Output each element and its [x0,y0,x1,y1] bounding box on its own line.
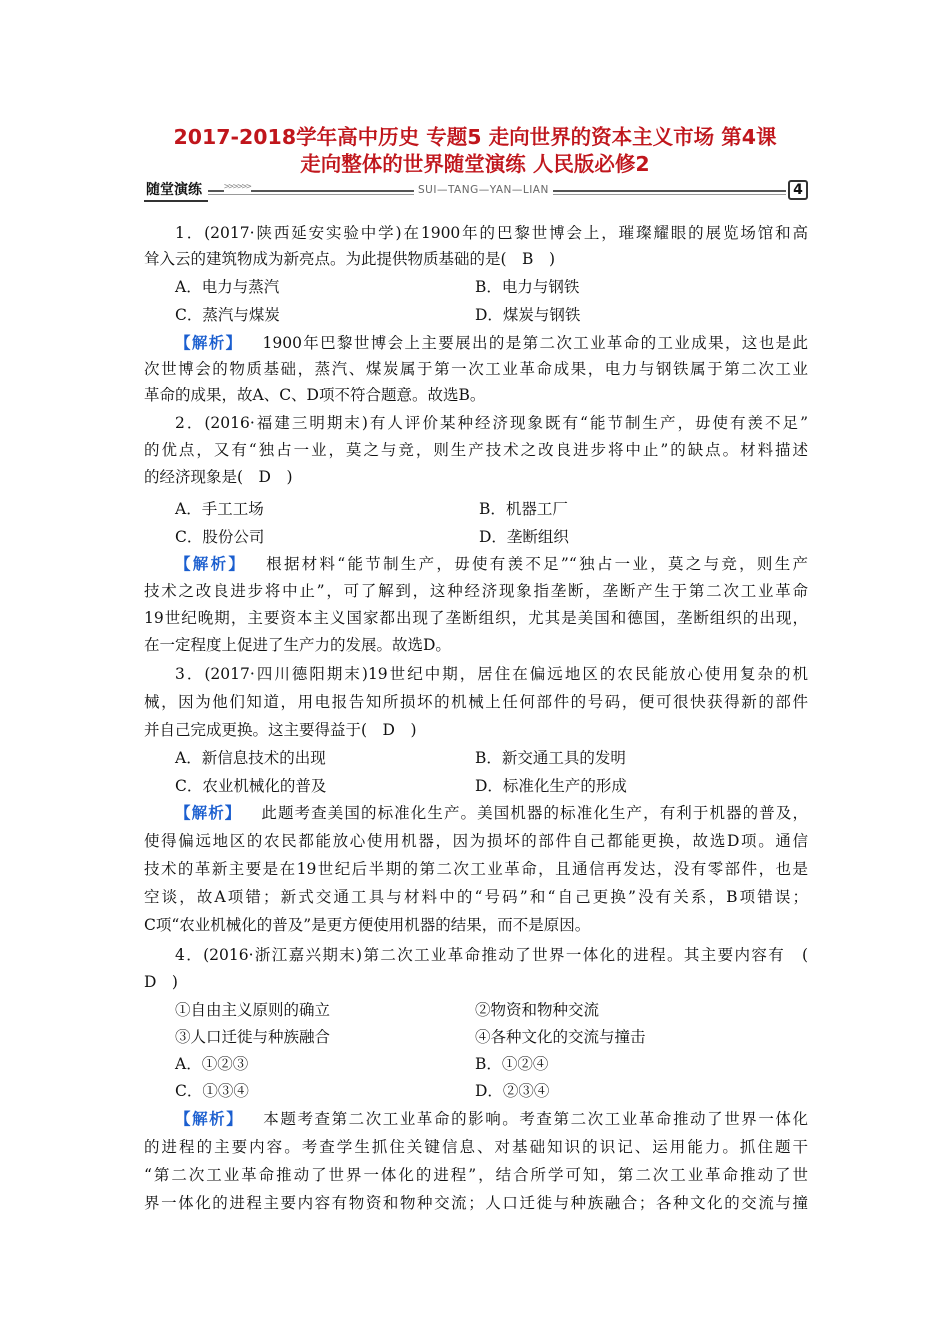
question-4-analysis-line: 界一体化的进程主要内容有物资和物种交流；人口迁徙与种族融合；各种文化的交流与撞 [144,1194,808,1212]
section-banner [144,180,808,202]
analysis-label: 【解析】 [175,803,242,822]
document-title-line-2: 走向整体的世界随堂演练 人民版必修2 [300,152,650,176]
question-4-option: D．②③④ [475,1082,550,1100]
question-2-stem-line: 的经济现象是( D ) [144,468,293,486]
question-3-stem-line: 并自己完成更换。这主要得益于( D ) [144,721,417,739]
question-2-stem-line: 的优点，又有“独占一业，莫之与竞，则生产技术之改良进步将中止”的缺点。材料描述 [144,441,808,459]
question-3-option: C．农业机械化的普及 [175,777,327,795]
question-4-stem-line: D ) [144,973,178,991]
analysis-text: 1900年巴黎世博会上主要展出的是第二次工业革命的工业成果，这也是此 [262,334,808,352]
question-1-option: C．蒸汽与煤炭 [175,306,280,324]
question-3-analysis-line: 使得偏远地区的农民都能放心使用机器，因为损坏的部件自己都能更换，故选D项。通信 [144,832,808,850]
question-2-option: A．手工工场 [175,500,264,518]
analysis-label: 【解析】 [175,1109,244,1128]
question-3-option: B．新交通工具的发明 [475,749,626,767]
question-4-analysis-line [144,1106,808,1132]
question-4-option: A．①②③ [175,1055,249,1073]
banner-arrows: >>>>>> [224,182,251,192]
question-1-analysis-line: 次世博会的物质基础，蒸汽、煤炭属于第一次工业革命成果，电力与钢铁属于第二次工业 [144,360,808,378]
question-2-analysis-line [144,551,808,577]
question-2-analysis-line: 19世纪晚期，主要资本主义国家都出现了垄断组织，尤其是美国和德国，垄断组织的出现， [144,609,808,627]
question-3-stem-line: 械，因为他们知道，用电报告知所损坏的机械上任何部件的号码，便可很快获得新的部件 [144,693,808,711]
question-4-item: ③人口迁徙与种族融合 [175,1028,331,1046]
question-1-option: D．煤炭与钢铁 [475,306,581,324]
question-1-option: B．电力与钢铁 [475,278,580,296]
question-3-analysis-line: 技术的革新主要是在19世纪后半期的第二次工业革命，且通信再发达，没有零部件，也是 [144,860,808,878]
question-1-option: A．电力与蒸汽 [175,278,280,296]
question-2-option: D．垄断组织 [479,528,569,546]
question-2-stem-line: 2．(2016·福建三明期末)有人评价某种经济现象既有“能节制生产，毋使有羡不足” [175,414,808,432]
analysis-label: 【解析】 [175,554,247,573]
analysis-text: 根据材料“能节制生产，毋使有羡不足”“独占一业，莫之与竞，则生产 [266,555,808,573]
question-2-option: B．机器工厂 [479,500,568,518]
question-3-analysis-line: 空谈，故A项错；新式交通工具与材料中的“号码”和“自己更换”没有关系，B项错误； [144,888,808,906]
document-title-line-1: 2017-2018学年高中历史 专题5 走向世界的资本主义市场 第4课 [173,125,777,149]
question-4-item: ④各种文化的交流与撞击 [475,1028,646,1046]
analysis-label: 【解析】 [175,333,243,352]
question-3-stem-line: 3．(2017·四川德阳期末)19世纪中期，居住在偏远地区的农民能放心使用复杂的机 [175,665,808,683]
banner-number-badge: 4 [788,180,808,200]
question-1-stem-line: 耸入云的建筑物成为新亮点。为此提供物质基础的是( B ) [144,250,555,268]
question-4-item: ②物资和物种交流 [475,1001,600,1019]
question-2-analysis-line: 技术之改良进步将中止”，可了解到，这种经济现象指垄断，垄断产生于第二次工业革命 [144,582,808,600]
question-4-option: C．①③④ [175,1082,249,1100]
analysis-text: 此题考查美国的标准化生产。美国机器的标准化生产，有利于机器的普及， [261,804,808,822]
question-1-analysis-line: 革命的成果，故A、C、D项不符合题意。故选B。 [144,386,486,404]
question-3-option: A．新信息技术的出现 [175,749,326,767]
question-1-stem-line: 1．(2017·陕西延安实验中学)在1900年的巴黎世博会上，璀璨耀眼的展览场馆和高 [175,224,808,242]
analysis-text: 本题考查第二次工业革命的影响。考查第二次工业革命推动了世界一体化 [263,1110,808,1128]
question-3-analysis-line [144,800,808,826]
question-1-analysis-line [144,330,808,356]
question-3-analysis-line: C项“农业机械化的普及”是更方便使用机器的结果，而不是原因。 [144,916,591,934]
question-4-analysis-line: 的进程的主要内容。考查学生抓住关键信息、对基础知识的识记、运用能力。抓住题干 [144,1138,808,1156]
question-4-item: ①自由主义原则的确立 [175,1001,331,1019]
question-2-analysis-line: 在一定程度上促进了生产力的发展。故选D。 [144,636,451,654]
question-2-option: C．股份公司 [175,528,265,546]
question-4-stem-line: 4．(2016·浙江嘉兴期末)第二次工业革命推动了世界一体化的进程。其主要内容有 ( [175,946,808,964]
question-4-option: B．①②④ [475,1055,549,1073]
banner-label: 随堂演练 [144,180,208,202]
question-4-analysis-line: “第二次工业革命推动了世界一体化的进程”，结合所学可知，第二次工业革命推动了世 [144,1166,808,1184]
question-3-option: D．标准化生产的形成 [475,777,627,795]
banner-pinyin: SUI—TANG—YAN—LIAN [414,184,553,196]
